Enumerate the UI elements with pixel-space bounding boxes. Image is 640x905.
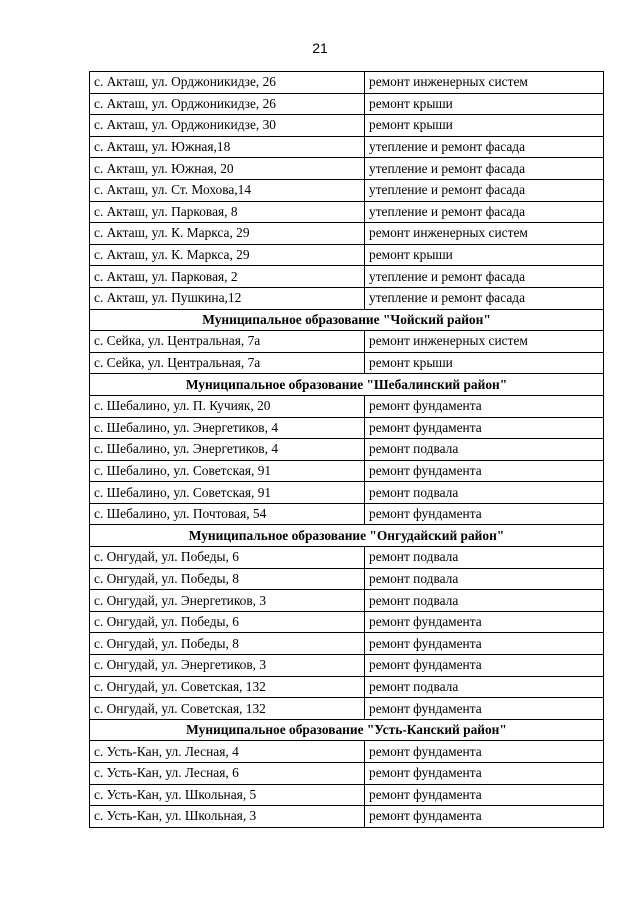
address-cell: с. Акташ, ул. Парковая, 8 bbox=[90, 201, 365, 223]
work-type-cell: ремонт фундамента bbox=[365, 698, 604, 720]
work-type-cell: ремонт фундамента bbox=[365, 460, 604, 482]
table-row bbox=[90, 417, 604, 439]
table-row bbox=[90, 676, 604, 698]
table-row bbox=[90, 741, 604, 763]
section-header-row bbox=[90, 374, 604, 396]
address-cell: с. Усть-Кан, ул. Лесная, 4 bbox=[90, 741, 365, 763]
work-type-cell: ремонт фундамента bbox=[365, 741, 604, 763]
table-row bbox=[90, 698, 604, 720]
table-row bbox=[90, 547, 604, 569]
table-row bbox=[90, 266, 604, 288]
address-cell: с. Акташ, ул. Орджоникидзе, 26 bbox=[90, 93, 365, 115]
work-type-cell: утепление и ремонт фасада bbox=[365, 266, 604, 288]
work-type-cell: ремонт инженерных систем bbox=[365, 223, 604, 245]
work-type-cell: ремонт фундамента bbox=[365, 611, 604, 633]
address-cell: с. Акташ, ул. Пушкина,12 bbox=[90, 287, 365, 309]
table-row bbox=[90, 136, 604, 158]
section-header-row bbox=[90, 525, 604, 547]
table-row bbox=[90, 244, 604, 266]
table-row bbox=[90, 633, 604, 655]
section-header-row bbox=[90, 719, 604, 741]
address-cell: с. Шебалино, ул. П. Кучияк, 20 bbox=[90, 395, 365, 417]
table-body bbox=[90, 72, 604, 828]
table-row bbox=[90, 352, 604, 374]
work-type-cell: ремонт фундамента bbox=[365, 633, 604, 655]
work-type-cell: утепление и ремонт фасада bbox=[365, 179, 604, 201]
address-cell: с. Акташ, ул. Орджоникидзе, 26 bbox=[90, 72, 365, 94]
address-cell: с. Онгудай, ул. Победы, 6 bbox=[90, 611, 365, 633]
section-title: Муниципальное образование "Онгудайский район" bbox=[90, 525, 604, 547]
table-row bbox=[90, 72, 604, 94]
work-type-cell: утепление и ремонт фасада bbox=[365, 287, 604, 309]
work-type-cell: ремонт подвала bbox=[365, 568, 604, 590]
address-cell: с. Сейка, ул. Центральная, 7а bbox=[90, 352, 365, 374]
address-cell: с. Шебалино, ул. Советская, 91 bbox=[90, 460, 365, 482]
address-cell: с. Акташ, ул. К. Маркса, 29 bbox=[90, 223, 365, 245]
address-cell: с. Шебалино, ул. Советская, 91 bbox=[90, 482, 365, 504]
address-cell: с. Шебалино, ул. Почтовая, 54 bbox=[90, 503, 365, 525]
work-type-cell: ремонт фундамента bbox=[365, 503, 604, 525]
work-type-cell: ремонт крыши bbox=[365, 93, 604, 115]
table-row bbox=[90, 655, 604, 677]
work-type-cell: ремонт подвала bbox=[365, 482, 604, 504]
work-type-cell: утепление и ремонт фасада bbox=[365, 136, 604, 158]
work-type-cell: утепление и ремонт фасада bbox=[365, 201, 604, 223]
work-type-cell: ремонт крыши bbox=[365, 352, 604, 374]
address-cell: с. Акташ, ул. К. Маркса, 29 bbox=[90, 244, 365, 266]
section-header-row bbox=[90, 309, 604, 331]
table-row bbox=[90, 331, 604, 353]
work-type-cell: ремонт фундамента bbox=[365, 784, 604, 806]
address-cell: с. Шебалино, ул. Энергетиков, 4 bbox=[90, 439, 365, 461]
table-row bbox=[90, 439, 604, 461]
work-type-cell: ремонт фундамента bbox=[365, 655, 604, 677]
table-row bbox=[90, 115, 604, 137]
table-row bbox=[90, 763, 604, 785]
table-row bbox=[90, 806, 604, 828]
section-title: Муниципальное образование "Усть-Канский район" bbox=[90, 719, 604, 741]
table-row bbox=[90, 460, 604, 482]
work-type-cell: ремонт подвала bbox=[365, 676, 604, 698]
address-cell: с. Онгудай, ул. Победы, 8 bbox=[90, 633, 365, 655]
address-cell: с. Акташ, ул. Южная, 20 bbox=[90, 158, 365, 180]
table-row bbox=[90, 223, 604, 245]
address-cell: с. Усть-Кан, ул. Школьная, 3 bbox=[90, 806, 365, 828]
table-row bbox=[90, 179, 604, 201]
work-type-cell: ремонт фундамента bbox=[365, 395, 604, 417]
table-row bbox=[90, 784, 604, 806]
table-row bbox=[90, 158, 604, 180]
table-row bbox=[90, 93, 604, 115]
work-type-cell: ремонт фундамента bbox=[365, 763, 604, 785]
address-cell: с. Акташ, ул. Парковая, 2 bbox=[90, 266, 365, 288]
work-type-cell: ремонт подвала bbox=[365, 590, 604, 612]
address-cell: с. Онгудай, ул. Энергетиков, 3 bbox=[90, 590, 365, 612]
work-type-cell: ремонт инженерных систем bbox=[365, 331, 604, 353]
address-cell: с. Онгудай, ул. Энергетиков, 3 bbox=[90, 655, 365, 677]
page-number: 21 bbox=[312, 40, 328, 56]
work-type-cell: ремонт инженерных систем bbox=[365, 72, 604, 94]
table-row bbox=[90, 611, 604, 633]
address-cell: с. Онгудай, ул. Советская, 132 bbox=[90, 698, 365, 720]
work-type-cell: ремонт фундамента bbox=[365, 417, 604, 439]
work-type-cell: ремонт фундамента bbox=[365, 806, 604, 828]
section-title: Муниципальное образование "Шебалинский район" bbox=[90, 374, 604, 396]
table-row bbox=[90, 568, 604, 590]
table-row bbox=[90, 482, 604, 504]
table-row bbox=[90, 201, 604, 223]
repair-works-table bbox=[89, 71, 604, 828]
address-cell: с. Шебалино, ул. Энергетиков, 4 bbox=[90, 417, 365, 439]
work-type-cell: ремонт подвала bbox=[365, 439, 604, 461]
work-type-cell: ремонт подвала bbox=[365, 547, 604, 569]
address-cell: с. Акташ, ул. Орджоникидзе, 30 bbox=[90, 115, 365, 137]
address-cell: с. Сейка, ул. Центральная, 7а bbox=[90, 331, 365, 353]
table-row bbox=[90, 503, 604, 525]
address-cell: с. Онгудай, ул. Советская, 132 bbox=[90, 676, 365, 698]
address-cell: с. Усть-Кан, ул. Лесная, 6 bbox=[90, 763, 365, 785]
table-row bbox=[90, 590, 604, 612]
address-cell: с. Акташ, ул. Южная,18 bbox=[90, 136, 365, 158]
address-cell: с. Онгудай, ул. Победы, 6 bbox=[90, 547, 365, 569]
work-type-cell: ремонт крыши bbox=[365, 115, 604, 137]
section-title: Муниципальное образование "Чойский район" bbox=[90, 309, 604, 331]
work-type-cell: утепление и ремонт фасада bbox=[365, 158, 604, 180]
address-cell: с. Онгудай, ул. Победы, 8 bbox=[90, 568, 365, 590]
address-cell: с. Усть-Кан, ул. Школьная, 5 bbox=[90, 784, 365, 806]
work-type-cell: ремонт крыши bbox=[365, 244, 604, 266]
table-row bbox=[90, 395, 604, 417]
table-row bbox=[90, 287, 604, 309]
address-cell: с. Акташ, ул. Ст. Мохова,14 bbox=[90, 179, 365, 201]
